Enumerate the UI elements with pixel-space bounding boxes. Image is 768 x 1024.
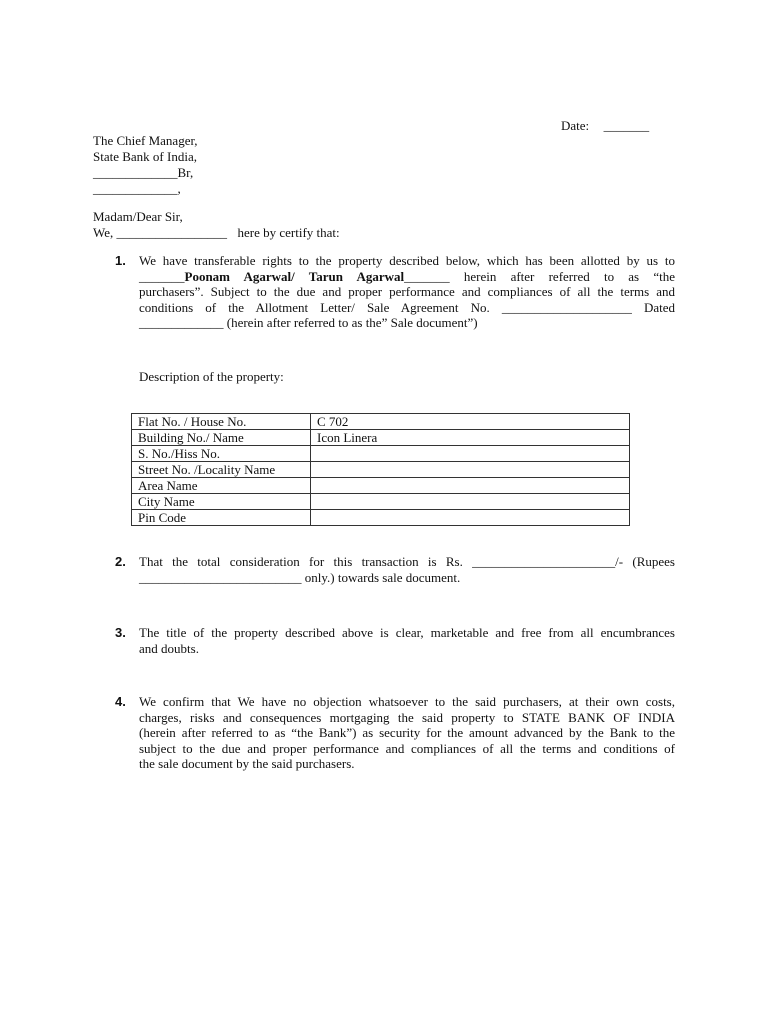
table-row xyxy=(132,462,630,478)
table-row xyxy=(132,510,630,526)
table-row xyxy=(132,430,630,446)
property-field-value: Icon Linera xyxy=(311,430,630,446)
table-row xyxy=(132,494,630,510)
date-line xyxy=(561,118,649,134)
address-line: _____________, xyxy=(93,181,181,196)
property-field-value xyxy=(311,446,630,462)
property-field-label: Street No. /Locality Name xyxy=(132,462,311,478)
address-line: _____________Br, xyxy=(93,165,194,180)
property-field-value: C 702 xyxy=(311,414,630,430)
property-field-label: Area Name xyxy=(132,478,311,494)
date-label: Date: xyxy=(561,118,590,133)
clause-text: We confirm that We have no objection whatsoever to the said purchasers, at their own costs, charges, risks and consequences mortgaging the said property to STATE BANK OF INDIA (herein after referred to as “the Bank”) as security for the amount advanced by the Bank to the subject to the due and proper performance and compliances of all the terms and conditions of the sale document by the said purchasers. xyxy=(139,694,675,771)
clause-number: 1. xyxy=(115,253,126,268)
certify-line: We, _________________ here by certify that: xyxy=(93,225,340,240)
table-row xyxy=(132,446,630,462)
salutation-block xyxy=(93,209,340,241)
property-table xyxy=(131,413,630,526)
description-title: Description of the property: xyxy=(139,369,284,384)
clause-text: That the total consideration for this transaction is Rs. ______________________/- (Rupees _________________________ only.) towards sale document. xyxy=(139,554,675,585)
address-line: State Bank of India, xyxy=(93,149,197,164)
property-field-label: Pin Code xyxy=(132,510,311,526)
property-field-label: Building No./ Name xyxy=(132,430,311,446)
clause-text: The title of the property described above is clear, marketable and free from all encumbrances and doubts. xyxy=(139,625,675,656)
table-row xyxy=(132,478,630,494)
purchaser-line: _______Poonam Agarwal/ Tarun Agarwal_______ herein after referred to as “the xyxy=(139,268,675,284)
property-field-label: City Name xyxy=(132,494,311,510)
property-field-value xyxy=(311,462,630,478)
date-blank: _______ xyxy=(603,118,650,133)
property-field-label: S. No./Hiss No. xyxy=(132,446,311,462)
property-field-label: Flat No. / House No. xyxy=(132,414,311,430)
recipient-address xyxy=(93,133,198,197)
table-row xyxy=(132,414,630,430)
address-line: The Chief Manager, xyxy=(93,133,198,148)
clause-number: 3. xyxy=(115,625,126,640)
clause-number: 4. xyxy=(115,694,126,709)
property-field-value xyxy=(311,478,630,494)
purchaser-names: Poonam Agarwal/ Tarun Agarwal xyxy=(184,268,405,284)
salutation: Madam/Dear Sir, xyxy=(93,209,183,224)
clause-number: 2. xyxy=(115,554,126,569)
clause-text: We have transferable rights to the property described below, which has been allotted by us to _______Poonam Agarwal/ Tarun Agarwal_______ herein after referred to as “the purchasers”. Subject to the due and proper performance and compliances of all the terms and conditions of the Allotment Letter/ Sale Agreement No. ____________________ Dated _____________ (herein after referred to as the” Sale document”) xyxy=(139,253,675,330)
property-field-value xyxy=(311,510,630,526)
property-field-value xyxy=(311,494,630,510)
